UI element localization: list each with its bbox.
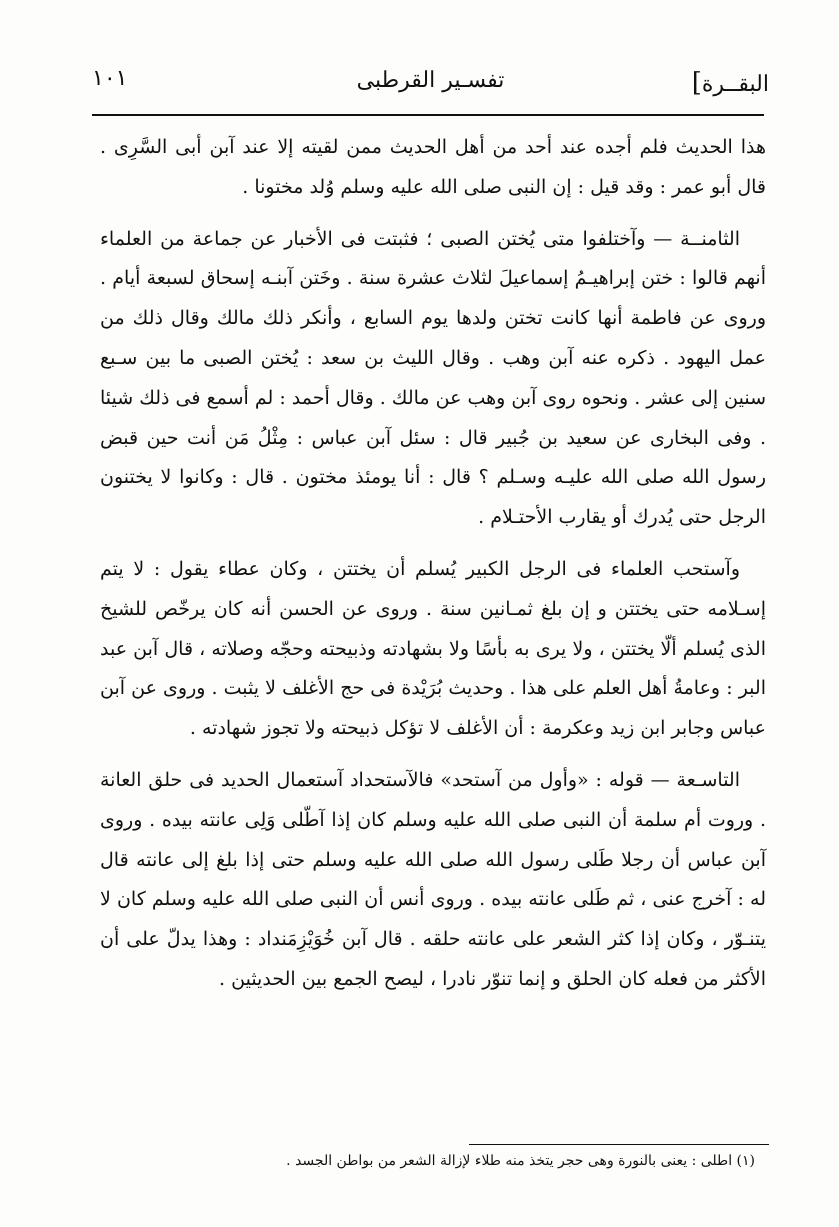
page-number: ١٠١ (92, 66, 128, 91)
page-body (100, 128, 766, 1012)
running-header (92, 62, 769, 114)
footnote-rule (469, 1144, 769, 1145)
paragraph-circumcision-adult: وآستحب العلماء فى الرجل الكبير يُسلم أن يختتن ، وكان عطاء يقول : لا يتم إسـلامه حتى يختتن و إن بلغ ثمـانين سنة . وروى عن الحسن أنه كان يرخّص للشيخ الذى يُسلم ألّا يختتن ، ولا يرى به بأسًا ولا بشهادته وذبيحته وحجّه وصلاته ، قال آبن عبد البر : وعامةُ أهل العلم على هذا . وحديث بُرَيْدة فى حج الأغلف لا يثبت . وروى عن آبن عباس وجابر ابن زيد وعكرمة : أن الأغلف لا تؤكل ذبيحته ولا تجوز شهادته . (100, 557, 766, 740)
paragraph-continuation: هذا الحديث فلم أجده عند أحد من أهل الحديث ممن لقيته إلا عند آبن أبى السَّرِى . قال أبو عمر : وقد قيل : إن النبى صلى الله عليه وسلم وُلد مختونا . (100, 136, 766, 198)
paragraph-ninth: التاسـعة — قوله : «وأول من آستحد» فالآستحداد آستعمال الحديد فى حلق العانة . وروت أم سلمة أن النبى صلى الله عليه وسلم كان إذا آطّلى وَلِى عانته بيده . وروى آبن عباس أن رجلا طَلى رسول الله صلى الله عليه وسلم حتى إذا بلغ إلى عانته قال له : آخرج عنى ، ثم طَلى عانته بيده . وروى أنس أن النبى صلى الله عليه وسلم كان لا يتنـوّر ، وكان إذا كثر الشعر على عانته حلقه . قال آبن خُوَيْزِمَنداد : وهذا يدلّ على أن الأكثر من فعله كان الحلق و إنما تنوّر نادرا ، ليصح الجمع بين الحديثين . (100, 768, 766, 990)
header-rule (92, 114, 764, 116)
section-bracket: ] (691, 68, 702, 98)
footnote: (١) اطلى : يعنى بالنورة وهى حجر يتخذ منه طلاء لإزالة الشعر من بواطن الجسد . (286, 1153, 755, 1169)
paragraph-eighth: الثامنــة — وآختلفوا متى يُختن الصبى ؛ فثبتت فى الأخبار عن جماعة من العلماء أنهم قالوا : ختن إبراهيـمُ إسماعيلَ لثلاث عشرة سنة . وخَتن آبنـه إسحاق لسبعة أيام . وروى عن فاطمة أنها كانت تختن ولدها يوم السابع ، وأنكر ذلك مالك وقال ذلك من عمل اليهود . ذكره عنه آبن وهب . وقال الليث بن سعد : يُختن الصبى ما بين سـبع سنين إلى عشر . ونحوه روى آبن وهب عن مالك . وقال أحمد : لم أسمع فى ذلك شيئا . وفى البخارى عن سعيد بن جُبير قال : سئل آبن عباس : مِثْلُ مَن أنت حين قبض رسول الله صلى الله عليـه وسـلم ؟ قال : أنا يومئذ مختون . قال : وكانوا لا يختنون الرجل حتى يُدرك أو يقارب الأحتـلام . (100, 227, 766, 529)
section-label: البقــرة (701, 72, 769, 97)
book-title: تفسـير القرطبى (356, 68, 505, 93)
